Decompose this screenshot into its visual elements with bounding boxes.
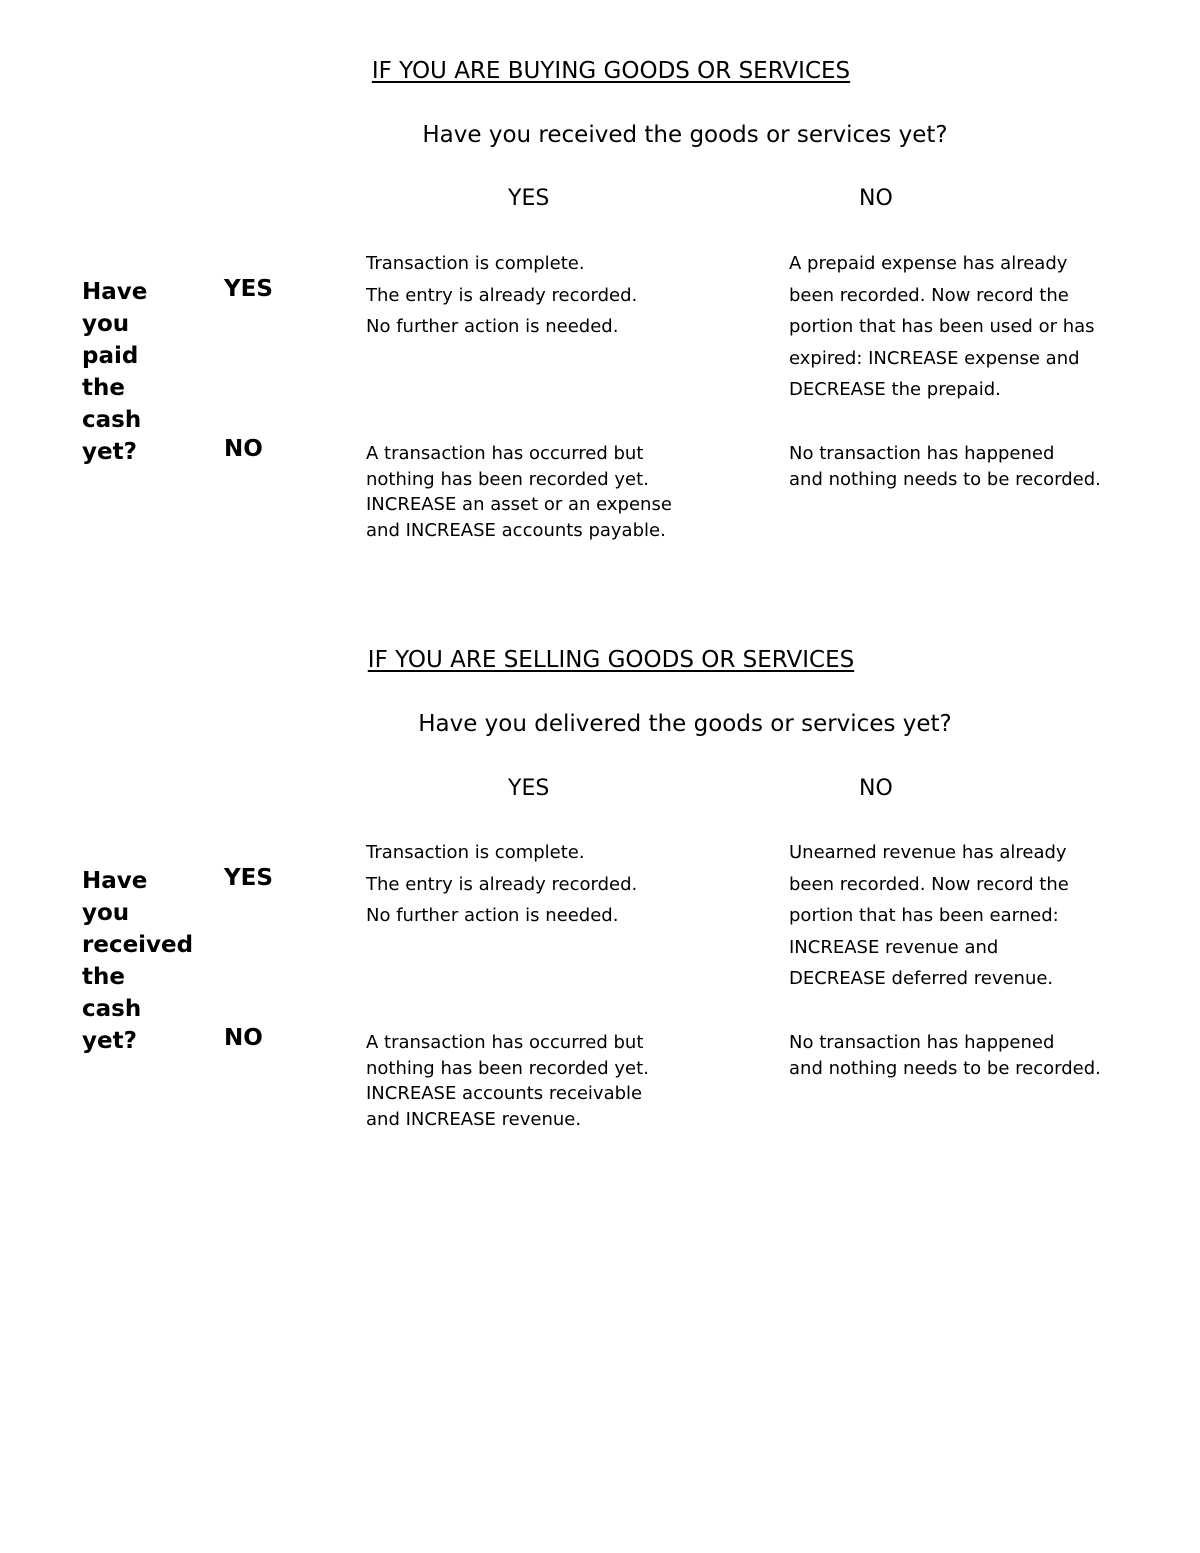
row-question-line: Have: [82, 279, 148, 305]
row-question-line: the: [82, 375, 125, 401]
cell-line: No transaction has happened: [789, 1032, 1055, 1053]
cell-line: and INCREASE accounts payable.: [366, 519, 666, 541]
cell-line: DECREASE the prepaid.: [789, 379, 1001, 400]
cell-line: A prepaid expense has already: [789, 253, 1068, 274]
row-header-no: NO: [224, 1025, 263, 1051]
row-question-line: you: [82, 311, 130, 337]
row-question-line: paid: [82, 343, 139, 369]
section-title: IF YOU ARE SELLING GOODS OR SERVICES: [367, 647, 855, 673]
cell-line: Transaction is complete.: [366, 253, 585, 274]
cell-cash-not-received-not-delivered: [789, 1030, 1101, 1081]
cell-line: The entry is already recorded.: [366, 873, 638, 895]
cell-cash-not-received-delivered: [366, 1030, 649, 1132]
row-header-yes: YES: [224, 865, 273, 891]
row-question-line: yet?: [82, 439, 137, 465]
row-question-line: you: [82, 900, 130, 926]
column-header-no: NO: [859, 186, 893, 211]
row-question: [82, 276, 222, 468]
row-question-line: yet?: [82, 1028, 137, 1054]
column-header-yes: YES: [508, 776, 550, 801]
cell-not-paid-not-received: [789, 441, 1101, 492]
row-question-line: Have: [82, 868, 148, 894]
cell-line: been recorded. Now record the: [789, 284, 1069, 306]
cell-line: INCREASE an asset or an expense: [366, 494, 672, 515]
row-question-line: received: [82, 932, 194, 958]
column-question: Have you received the goods or services yet?: [422, 122, 948, 148]
cell-line: INCREASE accounts receivable: [366, 1083, 643, 1104]
cell-line: The entry is already recorded.: [366, 284, 638, 306]
cell-cash-received-not-delivered: [789, 837, 1069, 995]
cell-line: portion that has been earned:: [789, 905, 1059, 926]
cell-line: and nothing needs to be recorded.: [789, 468, 1101, 490]
row-question-line: the: [82, 964, 125, 990]
cell-line: portion that has been used or has: [789, 316, 1095, 337]
column-header-no: NO: [859, 776, 893, 801]
cell-paid-not-received: [789, 248, 1095, 406]
cell-line: Unearned revenue has already: [789, 842, 1067, 863]
section-title: IF YOU ARE BUYING GOODS OR SERVICES: [371, 58, 851, 84]
cell-line: expired: INCREASE expense and: [789, 347, 1080, 369]
cell-line: A transaction has occurred but: [366, 443, 644, 464]
row-question: [82, 865, 222, 1057]
row-question-line: cash: [82, 407, 142, 433]
row-question-line: cash: [82, 996, 142, 1022]
cell-line: DECREASE deferred revenue.: [789, 968, 1054, 989]
selling-section: [0, 647, 1200, 1167]
cell-line: No transaction has happened: [789, 443, 1055, 464]
cell-line: nothing has been recorded yet.: [366, 1057, 649, 1079]
cell-line: Transaction is complete.: [366, 842, 585, 863]
column-question: Have you delivered the goods or services yet?: [418, 711, 952, 737]
cell-line: A transaction has occurred but: [366, 1032, 644, 1053]
cell-line: No further action is needed.: [366, 316, 619, 337]
cell-line: No further action is needed.: [366, 905, 619, 926]
cell-line: INCREASE revenue and: [789, 936, 999, 958]
column-header-yes: YES: [508, 186, 550, 211]
cell-line: and nothing needs to be recorded.: [789, 1057, 1101, 1079]
row-header-no: NO: [224, 436, 263, 462]
row-header-yes: YES: [224, 276, 273, 302]
cell-line: nothing has been recorded yet.: [366, 468, 649, 490]
cell-line: been recorded. Now record the: [789, 873, 1069, 895]
cell-not-paid-received: [366, 441, 672, 543]
cell-cash-received-delivered: [366, 837, 637, 932]
buying-section: [0, 58, 1200, 578]
cell-line: and INCREASE revenue.: [366, 1108, 582, 1130]
cell-paid-received: [366, 248, 637, 343]
